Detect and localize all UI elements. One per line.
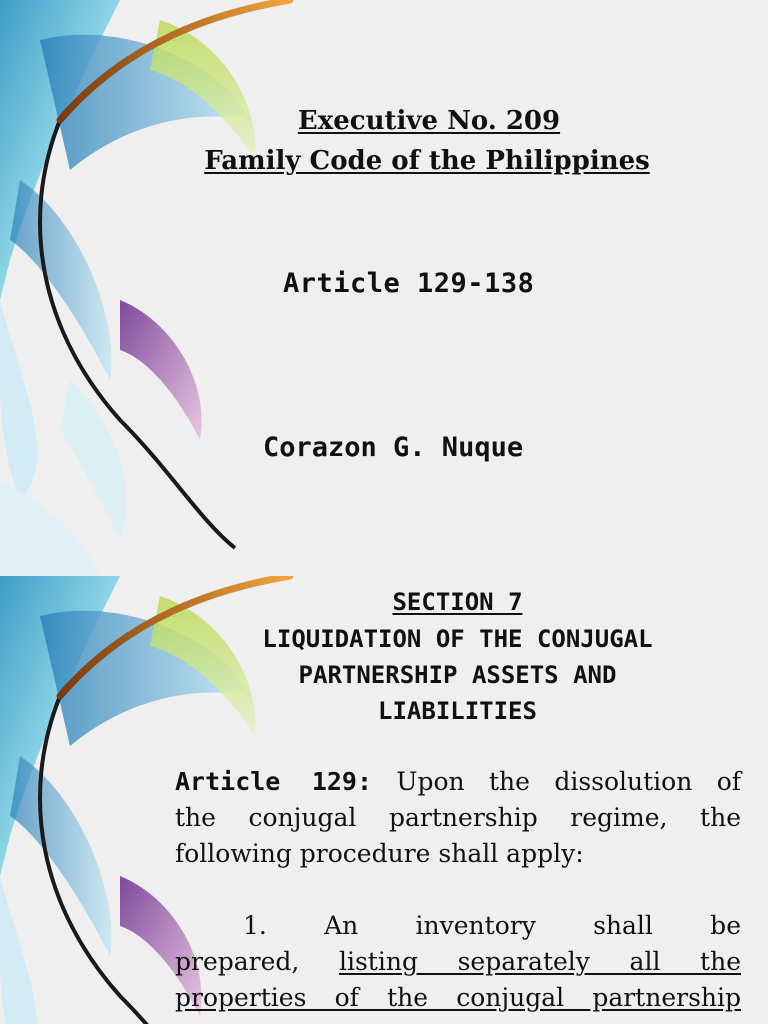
list-item-underlined-text: properties of the conjugal partnership [175,983,741,1012]
author-name: Corazon G. Nuque [263,432,524,463]
document-title: Executive No. 209 [297,106,561,136]
document-subtitle-text: Family Code of the Philippines [204,146,650,176]
list-item [175,908,741,1016]
section-heading-line: LIQUIDATION OF THE CONJUGAL [262,625,653,653]
list-item-number: 1. [243,911,267,940]
feather-decoration-icon [0,0,300,576]
list-item-text: prepared, [175,947,339,976]
content-slide [0,576,768,1024]
section-title: SECTION 7 [392,588,523,616]
paragraph-text: Upon the dissolution of [372,767,741,796]
list-item-underlined-text: listing separately all the [338,947,741,976]
paragraph-text: the conjugal partnership regime, the [175,803,741,832]
article-paragraph-line: following procedure shall apply: [175,839,584,868]
section-heading-line: PARTNERSHIP ASSETS AND [298,661,617,689]
article-range: Article 129-138 [283,268,535,299]
list-item-text: An inventory shall be [324,911,741,940]
section-heading-line: LIABILITIES [378,697,537,725]
article-label: Article 129: [175,767,373,796]
article-paragraph-line [175,764,741,836]
document-subtitle [43,146,768,176]
